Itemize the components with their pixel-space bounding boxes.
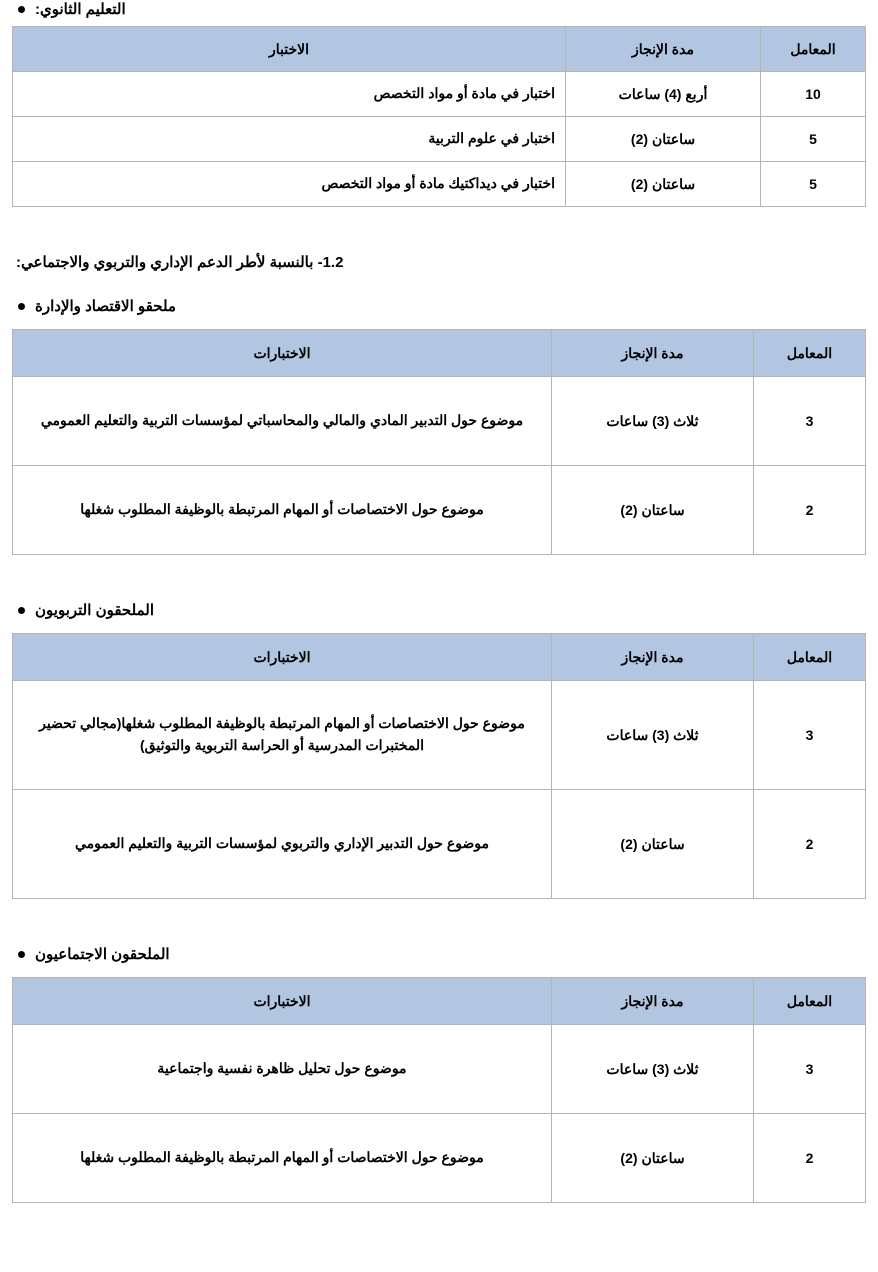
cell-duration: أربع (4) ساعات (566, 72, 761, 117)
column-header-test: الاختبارات (13, 330, 552, 377)
cell-coefficient: 3 (754, 681, 866, 790)
table-row (13, 1025, 866, 1114)
table-body (13, 681, 866, 899)
column-header-coefficient: المعامل (761, 27, 866, 72)
table-row (13, 162, 866, 207)
table-header (13, 330, 866, 377)
cell-coefficient: 2 (754, 790, 866, 899)
cell-test: موضوع حول التدبير المادي والمالي والمحاسباتي لمؤسسات التربية والتعليم العمومي (13, 377, 552, 466)
bullet-heading-label: ملحقو الاقتصاد والإدارة (35, 298, 176, 315)
column-header-test: الاختبار (13, 27, 566, 72)
table-header-row (13, 27, 866, 72)
table-row (13, 72, 866, 117)
cell-test: موضوع حول الاختصاصات أو المهام المرتبطة بالوظيفة المطلوب شغلها(مجالي تحضير المختبرات المدرسية أو الحراسة التربوية والتوثيق) (13, 681, 552, 790)
bullet-dot-icon (18, 951, 25, 958)
table-row (13, 790, 866, 899)
bullet-dot-icon (18, 6, 25, 13)
cell-coefficient: 2 (754, 466, 866, 555)
cell-test: اختبار في علوم التربية (13, 117, 566, 162)
cell-coefficient: 2 (754, 1114, 866, 1203)
bullet-heading-label: الملحقون التربويون (35, 602, 154, 619)
column-header-duration: مدة الإنجاز (552, 978, 754, 1025)
cell-test: موضوع حول الاختصاصات أو المهام المرتبطة بالوظيفة المطلوب شغلها (13, 1114, 552, 1203)
table-body (13, 377, 866, 555)
bullet-heading-social-attaches (12, 945, 866, 963)
cell-duration: ساعتان (2) (552, 466, 754, 555)
table-header-row (13, 978, 866, 1025)
cell-test: موضوع حول الاختصاصات أو المهام المرتبطة بالوظيفة المطلوب شغلها (13, 466, 552, 555)
column-header-duration: مدة الإنجاز (552, 634, 754, 681)
cell-coefficient: 3 (754, 377, 866, 466)
section-heading-support-frames: 1.2- بالنسبة لأطر الدعم الإداري والتربوي والاجتماعي: (16, 254, 344, 271)
table-row (13, 681, 866, 790)
cell-duration: ثلاث (3) ساعات (552, 681, 754, 790)
column-header-duration: مدة الإنجاز (552, 330, 754, 377)
table-header-row (13, 634, 866, 681)
column-header-coefficient: المعامل (754, 978, 866, 1025)
cell-coefficient: 5 (761, 117, 866, 162)
column-header-duration: مدة الإنجاز (566, 27, 761, 72)
cell-test: اختبار في مادة أو مواد التخصص (13, 72, 566, 117)
column-header-coefficient: المعامل (754, 634, 866, 681)
table-body (13, 72, 866, 207)
bullet-heading-secondary (12, 0, 866, 18)
cell-duration: ثلاث (3) ساعات (552, 1025, 754, 1114)
bullet-heading-educational-attaches (12, 601, 866, 619)
cell-duration: ثلاث (3) ساعات (552, 377, 754, 466)
cell-coefficient: 3 (754, 1025, 866, 1114)
cell-duration: ساعتان (2) (566, 162, 761, 207)
bullet-heading-economy-admin (12, 297, 866, 315)
table-header (13, 978, 866, 1025)
column-header-coefficient: المعامل (754, 330, 866, 377)
table-row (13, 117, 866, 162)
bullet-heading-label: التعليم الثانوي: (35, 1, 126, 18)
table-row (13, 377, 866, 466)
bullet-dot-icon (18, 607, 25, 614)
cell-test: موضوع حول تحليل ظاهرة نفسية واجتماعية (13, 1025, 552, 1114)
bullet-heading-label: الملحقون الاجتماعيون (35, 946, 170, 963)
table-row (13, 1114, 866, 1203)
cell-test: اختبار في ديداكتيك مادة أو مواد التخصص (13, 162, 566, 207)
table-body (13, 1025, 866, 1203)
table-secondary-education (12, 26, 866, 207)
cell-coefficient: 5 (761, 162, 866, 207)
column-header-test: الاختبارات (13, 634, 552, 681)
bullet-dot-icon (18, 303, 25, 310)
table-economy-admin (12, 329, 866, 555)
table-row (13, 466, 866, 555)
table-social-attaches (12, 977, 866, 1203)
cell-test: موضوع حول التدبير الإداري والتربوي لمؤسسات التربية والتعليم العمومي (13, 790, 552, 899)
table-header (13, 27, 866, 72)
cell-duration: ساعتان (2) (552, 790, 754, 899)
cell-duration: ساعتان (2) (566, 117, 761, 162)
table-header-row (13, 330, 866, 377)
table-header (13, 634, 866, 681)
column-header-test: الاختبارات (13, 978, 552, 1025)
cell-coefficient: 10 (761, 72, 866, 117)
cell-duration: ساعتان (2) (552, 1114, 754, 1203)
table-educational-attaches (12, 633, 866, 899)
